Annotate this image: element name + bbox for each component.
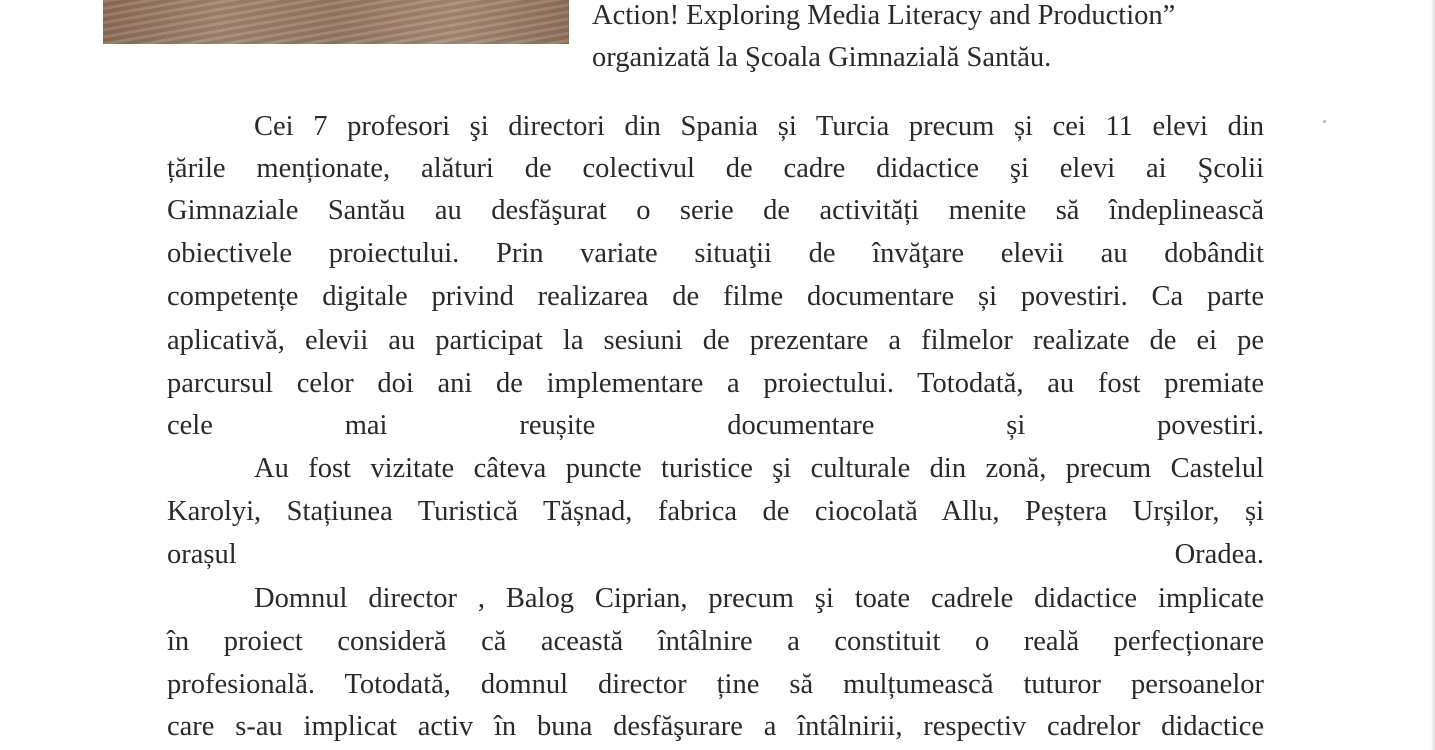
paragraph-2-line-2: Karolyi, Stațiunea Turistică Tășnad, fabrica de ciocolată Allu, Peștera Urșilor, și	[167, 496, 1264, 527]
paragraph-1-line-4: obiectivele proiectului. Prin variate situaţii de învăţare elevii au dobândit	[167, 238, 1264, 269]
paragraph-1-line-5: competențe digitale privind realizarea de filme documentare și povestiri. Ca parte	[167, 281, 1264, 312]
paragraph-3-line-2: în proiect consideră că această întâlnire a constituit o reală perfecționare	[167, 626, 1264, 657]
paragraph-2-line-1: Au fost vizitate câteva puncte turistice şi culturale din zonă, precum Castelul	[254, 453, 1264, 484]
paragraph-1-line-6: aplicativă, elevii au participat la sesiuni de prezentare a filmelor realizate de ei pe	[167, 325, 1264, 356]
paragraph-1-line-1: Cei 7 profesori şi directori din Spania și Turcia precum și cei 11 elevi din	[254, 111, 1264, 142]
paragraph-2-line-3: orașul Oradea.	[167, 539, 1264, 570]
paragraph-1-line-7: parcursul celor doi ani de implementare a proiectului. Totodată, au fost premiate	[167, 368, 1264, 399]
paragraph-1-line-2: țările menționate, alături de colectivul de cadre didactice şi elevi ai Şcolii	[167, 153, 1264, 184]
paragraph-3-line-4: care s-au implicat activ în buna desfăşurare a întâlnirii, respectiv cadrelor didactice	[167, 711, 1264, 742]
paragraph-1-line-3: Gimnaziale Santău au desfăşurat o serie de activități menite să îndeplinească	[167, 195, 1264, 226]
paragraph-3-line-1: Domnul director , Balog Ciprian, precum şi toate cadrele didactice implicate	[254, 583, 1264, 614]
venue-line: organizată la Şcoala Gimnazială Santău.	[592, 42, 1052, 73]
paragraph-1-line-8: cele mai reușite documentare și povestiri.	[167, 410, 1264, 441]
scan-speck	[1323, 120, 1326, 123]
page-edge-shadow	[1431, 0, 1435, 750]
project-title-line: Action! Exploring Media Literacy and Production”	[592, 0, 1176, 31]
photo-fragment	[103, 0, 569, 44]
paragraph-3-line-3: profesională. Totodată, domnul director ține să mulțumească tuturor persoanelor	[167, 669, 1264, 700]
